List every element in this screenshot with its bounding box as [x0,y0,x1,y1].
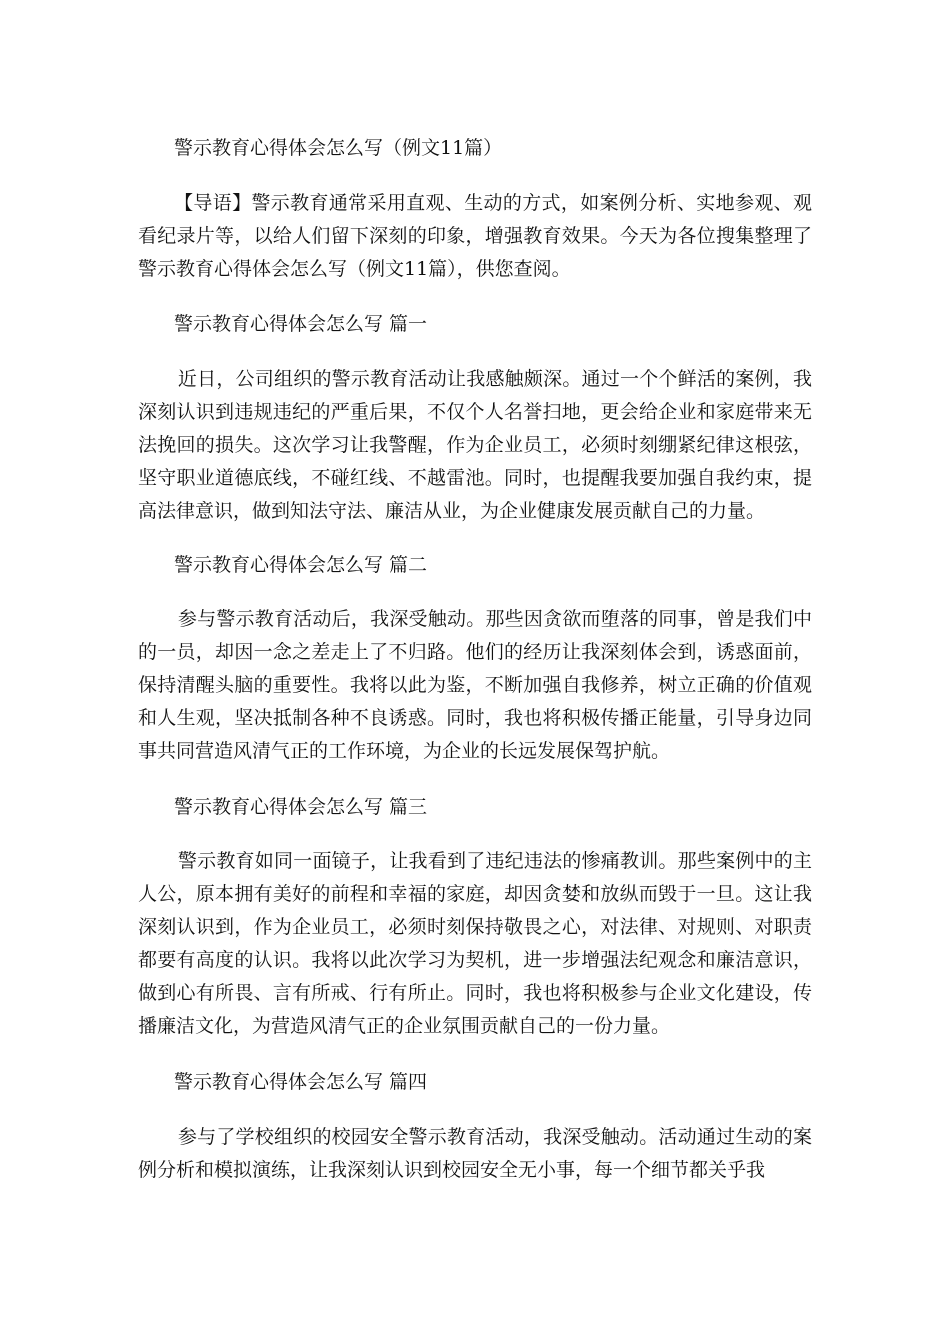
section-body-4: 参与了学校组织的校园安全警示教育活动，我深受触动。活动通过生动的案例分析和模拟演练，让我深刻认识到校园安全无小事，每一个细节都关乎我 [138,1126,812,1181]
section-heading-4: 警示教育心得体会怎么写 篇四 [174,1071,428,1093]
section-body-3: 警示教育如同一面镜子，让我看到了违纪违法的惨痛教训。那些案例中的主人公，原本拥有美好的前程和幸福的家庭，却因贪婪和放纵而毁于一旦。这让我深刻认识到，作为企业员工，必须时刻保持敬畏之心，对法律、对规则、对职责都要有高度的认识。我将以此次学习为契机，进一步增强法纪观念和廉洁意识，做到心有所畏、言有所戒、行有所止。同时，我也将积极参与企业文化建设，传播廉洁文化，为营造风清气正的企业氛围贡献自己的一份力量。 [138,850,812,1037]
document-title: 警示教育心得体会怎么写（例文11篇） [174,137,503,159]
intro-paragraph: 【导语】警示教育通常采用直观、生动的方式，如案例分析、实地参观、观看纪录片等，以给人们留下深刻的印象，增强教育效果。今天为各位搜集整理了警示教育心得体会怎么写（例文11篇），供您查阅。 [138,192,812,280]
section-heading-2: 警示教育心得体会怎么写 篇二 [174,554,428,576]
section-heading-3: 警示教育心得体会怎么写 篇三 [174,796,428,818]
section-heading-1: 警示教育心得体会怎么写 篇一 [174,313,428,335]
section-body-2: 参与警示教育活动后，我深受触动。那些因贪欲而堕落的同事，曾是我们中的一员，却因一念之差走上了不归路。他们的经历让我深刻体会到，诱惑面前，保持清醒头脑的重要性。我将以此为鉴，不断加强自我修养，树立正确的价值观和人生观，坚决抵制各种不良诱惑。同时，我也将积极传播正能量，引导身边同事共同营造风清气正的工作环境，为企业的长远发展保驾护航。 [138,608,812,762]
section-body-1: 近日，公司组织的警示教育活动让我感触颇深。通过一个个鲜活的案例，我深刻认识到违规违纪的严重后果，不仅个人名誉扫地，更会给企业和家庭带来无法挽回的损失。这次学习让我警醒，作为企业员工，必须时刻绷紧纪律这根弦，坚守职业道德底线，不碰红线、不越雷池。同时，也提醒我要加强自我约束，提高法律意识，做到知法守法、廉洁从业，为企业健康发展贡献自己的力量。 [138,368,812,522]
